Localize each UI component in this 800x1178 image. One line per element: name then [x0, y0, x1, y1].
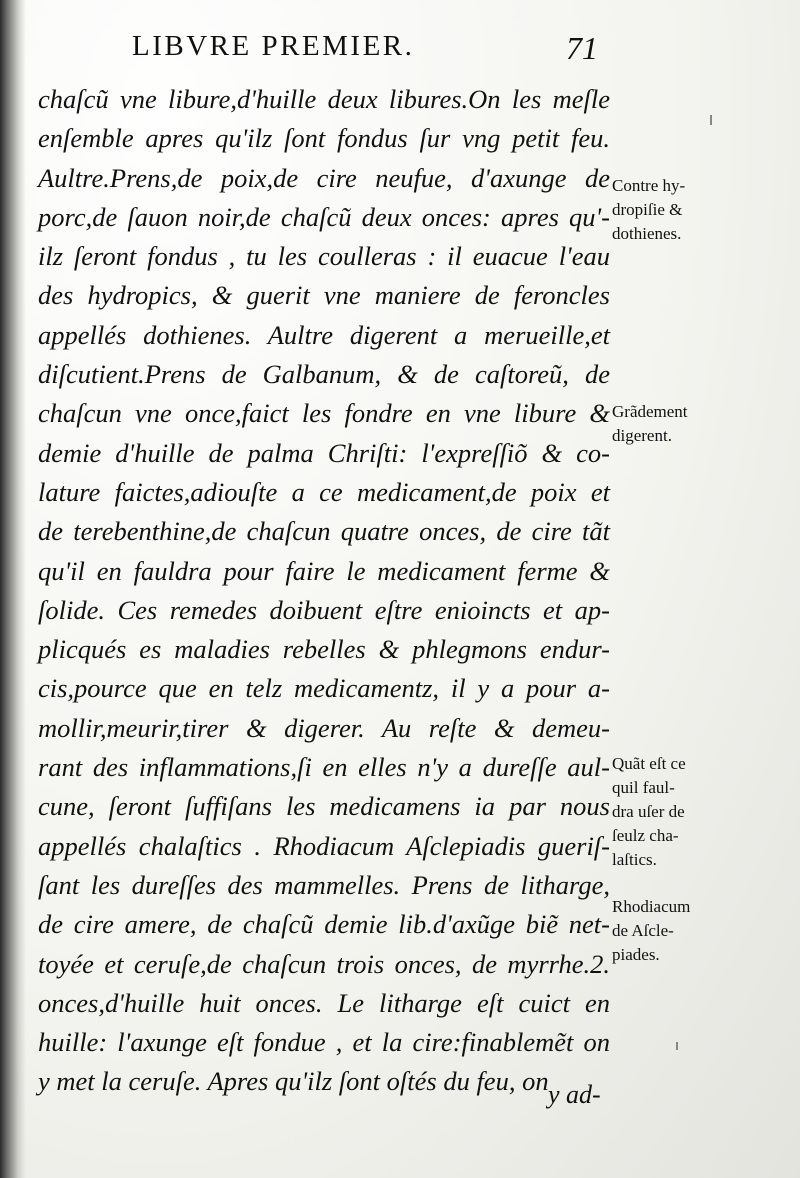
page-number: 71	[566, 30, 598, 66]
margin-note	[612, 400, 688, 448]
margin-note	[612, 174, 685, 246]
text-line: ſant les dureſſes des mammelles. Prens de litharge,	[38, 869, 610, 900]
text-line: de cire amere, de chaſcũ demie lib.d'axũge biẽ net-	[38, 909, 610, 940]
margin-note-line: dothienes.	[612, 224, 682, 243]
text-line: des hydropics, & guerit vne maniere de feroncles	[38, 280, 610, 311]
margin-note-line: Rhodiacum	[612, 897, 691, 916]
text-line: demie d'huille de palma Chriſti: l'expreſſiõ & co-	[38, 437, 610, 468]
text-line: huille: l'axunge eſt fondue , et la cire:finablemẽt on	[38, 1027, 610, 1058]
text-line: appellés dothienes. Aultre digerent a merueille,et	[38, 319, 610, 350]
text-line: lature faictes,adiouſte a ce medicament,de poix et	[38, 476, 610, 507]
margin-note-line: dra uſer de	[612, 802, 685, 821]
margin-note	[612, 752, 686, 872]
margin-note-line: digerent.	[612, 426, 672, 445]
margin-note-line: laſtics.	[612, 850, 657, 869]
text-line: cune, ſeront ſuffiſans les medicamens ia par nous	[38, 791, 610, 822]
catchword: y ad-	[548, 1080, 601, 1109]
page-speck-mark	[710, 115, 712, 125]
text-line: y met la ceruſe. Apres qu'ilz ſont oſtés du feu, on	[38, 1066, 549, 1097]
text-line: Aultre.Prens,de poix,de cire neufue, d'axunge de	[38, 162, 610, 193]
gutter-shadow	[0, 0, 26, 1178]
text-line: diſcutient.Prens de Galbanum, & de caſtoreũ, de	[38, 359, 610, 390]
text-line: chaſcun vne once,faict les fondre en vne libure &	[38, 398, 610, 429]
margin-note-line: quil faul-	[612, 778, 675, 797]
text-line: ilz ſeront fondus , tu les coulleras : il euacue l'eau	[38, 241, 610, 272]
text-line: toyée et ceruſe,de chaſcun trois onces, de myrrhe.2.	[38, 948, 610, 979]
text-line: mollir,meurir,tirer & digerer. Au reſte & demeu-	[38, 712, 610, 743]
margin-note-line: Quãt eſt ce	[612, 754, 686, 773]
margin-note-line: piades.	[612, 945, 660, 964]
text-line: porc,de ſauon noir,de chaſcũ deux onces: apres qu'-	[38, 201, 610, 232]
text-line: ſolide. Ces remedes doibuent eſtre enioincts et ap-	[38, 594, 610, 625]
margin-note	[612, 895, 690, 967]
margin-note-line: Grãdement	[612, 402, 688, 421]
margin-note-line: de Aſcle-	[612, 921, 674, 940]
text-line: chaſcũ vne libure,d'huille deux libures.On les meſle	[38, 84, 610, 114]
text-line: plicqués es maladies rebelles & phlegmons endur-	[38, 634, 610, 665]
margin-note-line: Contre hy-	[612, 176, 686, 195]
text-line: appellés chalaſtics . Rhodiacum Aſclepiadis gueriſ-	[38, 830, 610, 861]
text-line: enſemble apres qu'ilz ſont fondus ſur vng petit feu.	[38, 123, 610, 154]
text-line: onces,d'huille huit onces. Le litharge eſt cuict en	[38, 987, 610, 1018]
running-head-title: LIBVRE PREMIER.	[132, 30, 415, 62]
text-line: rant des inflammations,ſi en elles n'y a dureſſe aul-	[38, 752, 610, 783]
margin-note-line: dropiſie &	[612, 200, 683, 219]
text-line: cis,pource que en telz medicamentz, il y a pour a-	[38, 673, 610, 704]
text-line: qu'il en fauldra pour faire le medicament ferme &	[38, 555, 610, 586]
page-speck-mark	[676, 1042, 678, 1050]
body-text	[38, 80, 610, 1102]
text-line: de terebenthine,de chaſcun quatre onces, de cire tãt	[38, 516, 610, 547]
margin-note-line: ſeulz cha-	[612, 826, 679, 845]
